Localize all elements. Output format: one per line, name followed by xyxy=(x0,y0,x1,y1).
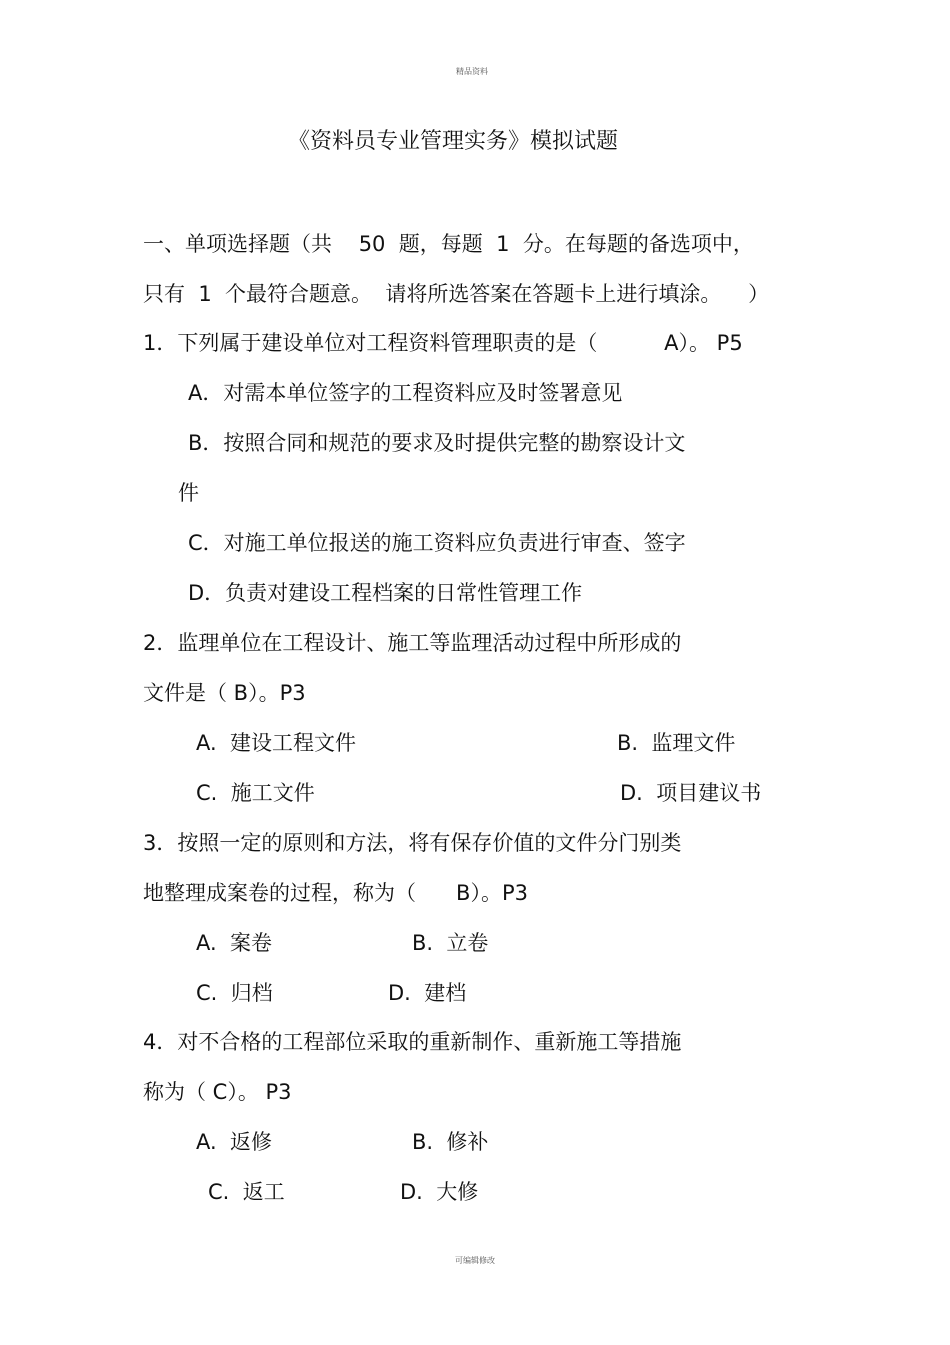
option-a: A. 案卷 xyxy=(196,931,273,955)
option-b: B．按照合同和规范的要求及时提供完整的勘察设计文 xyxy=(188,431,686,455)
option-b: B. 监理文件 xyxy=(617,731,736,755)
question-stem: 4．对不合格的工程部位采取的重新制作、重新施工等措施 xyxy=(143,1030,682,1054)
question-stem: 称为（ C）。 P3 xyxy=(143,1080,292,1104)
option-d: D．负责对建设工程档案的日常性管理工作 xyxy=(188,581,583,605)
page-footer-mark: 可编辑修改 xyxy=(455,1256,495,1265)
section-heading-line: 只有 1 个最符合题意。 请将所选答案在答题卡上进行填涂。 ） xyxy=(143,282,770,306)
document-title: 《资料员专业管理实务》模拟试题 xyxy=(288,129,619,154)
option-c: C. 归档 xyxy=(196,981,273,1005)
page-header-mark: 精品资料 xyxy=(456,67,488,76)
option-c: C. 施工文件 xyxy=(196,781,315,805)
question-stem: 文件是（ B）。P3 xyxy=(143,681,306,705)
question-stem: 地整理成案卷的过程，称为（ B）。P3 xyxy=(143,881,528,905)
option-a: A. 建设工程文件 xyxy=(196,731,357,755)
option-d: D. 建档 xyxy=(388,981,467,1005)
option-c: C. 返工 xyxy=(208,1180,285,1204)
option-a: A. 返修 xyxy=(196,1130,273,1154)
question-stem: 2．监理单位在工程设计、施工等监理活动过程中所形成的 xyxy=(143,631,682,655)
question-stem: 1．下列属于建设单位对工程资料管理职责的是（ A）。 P5 xyxy=(143,331,743,355)
option-d: D. 大修 xyxy=(400,1180,479,1204)
section-heading-line: 一、单项选择题（共 50 题，每题 1 分。在每题的备选项中， xyxy=(143,232,754,256)
option-b: B. 修补 xyxy=(412,1130,489,1154)
option-a: A．对需本单位签字的工程资料应及时签署意见 xyxy=(188,381,623,405)
option-b: B. 立卷 xyxy=(412,931,489,955)
option-c: C．对施工单位报送的施工资料应负责进行审查、签字 xyxy=(188,531,686,555)
option-b-continuation: 件 xyxy=(178,481,199,505)
question-stem: 3．按照一定的原则和方法，将有保存价值的文件分门别类 xyxy=(143,831,682,855)
option-d: D. 项目建议书 xyxy=(620,781,762,805)
